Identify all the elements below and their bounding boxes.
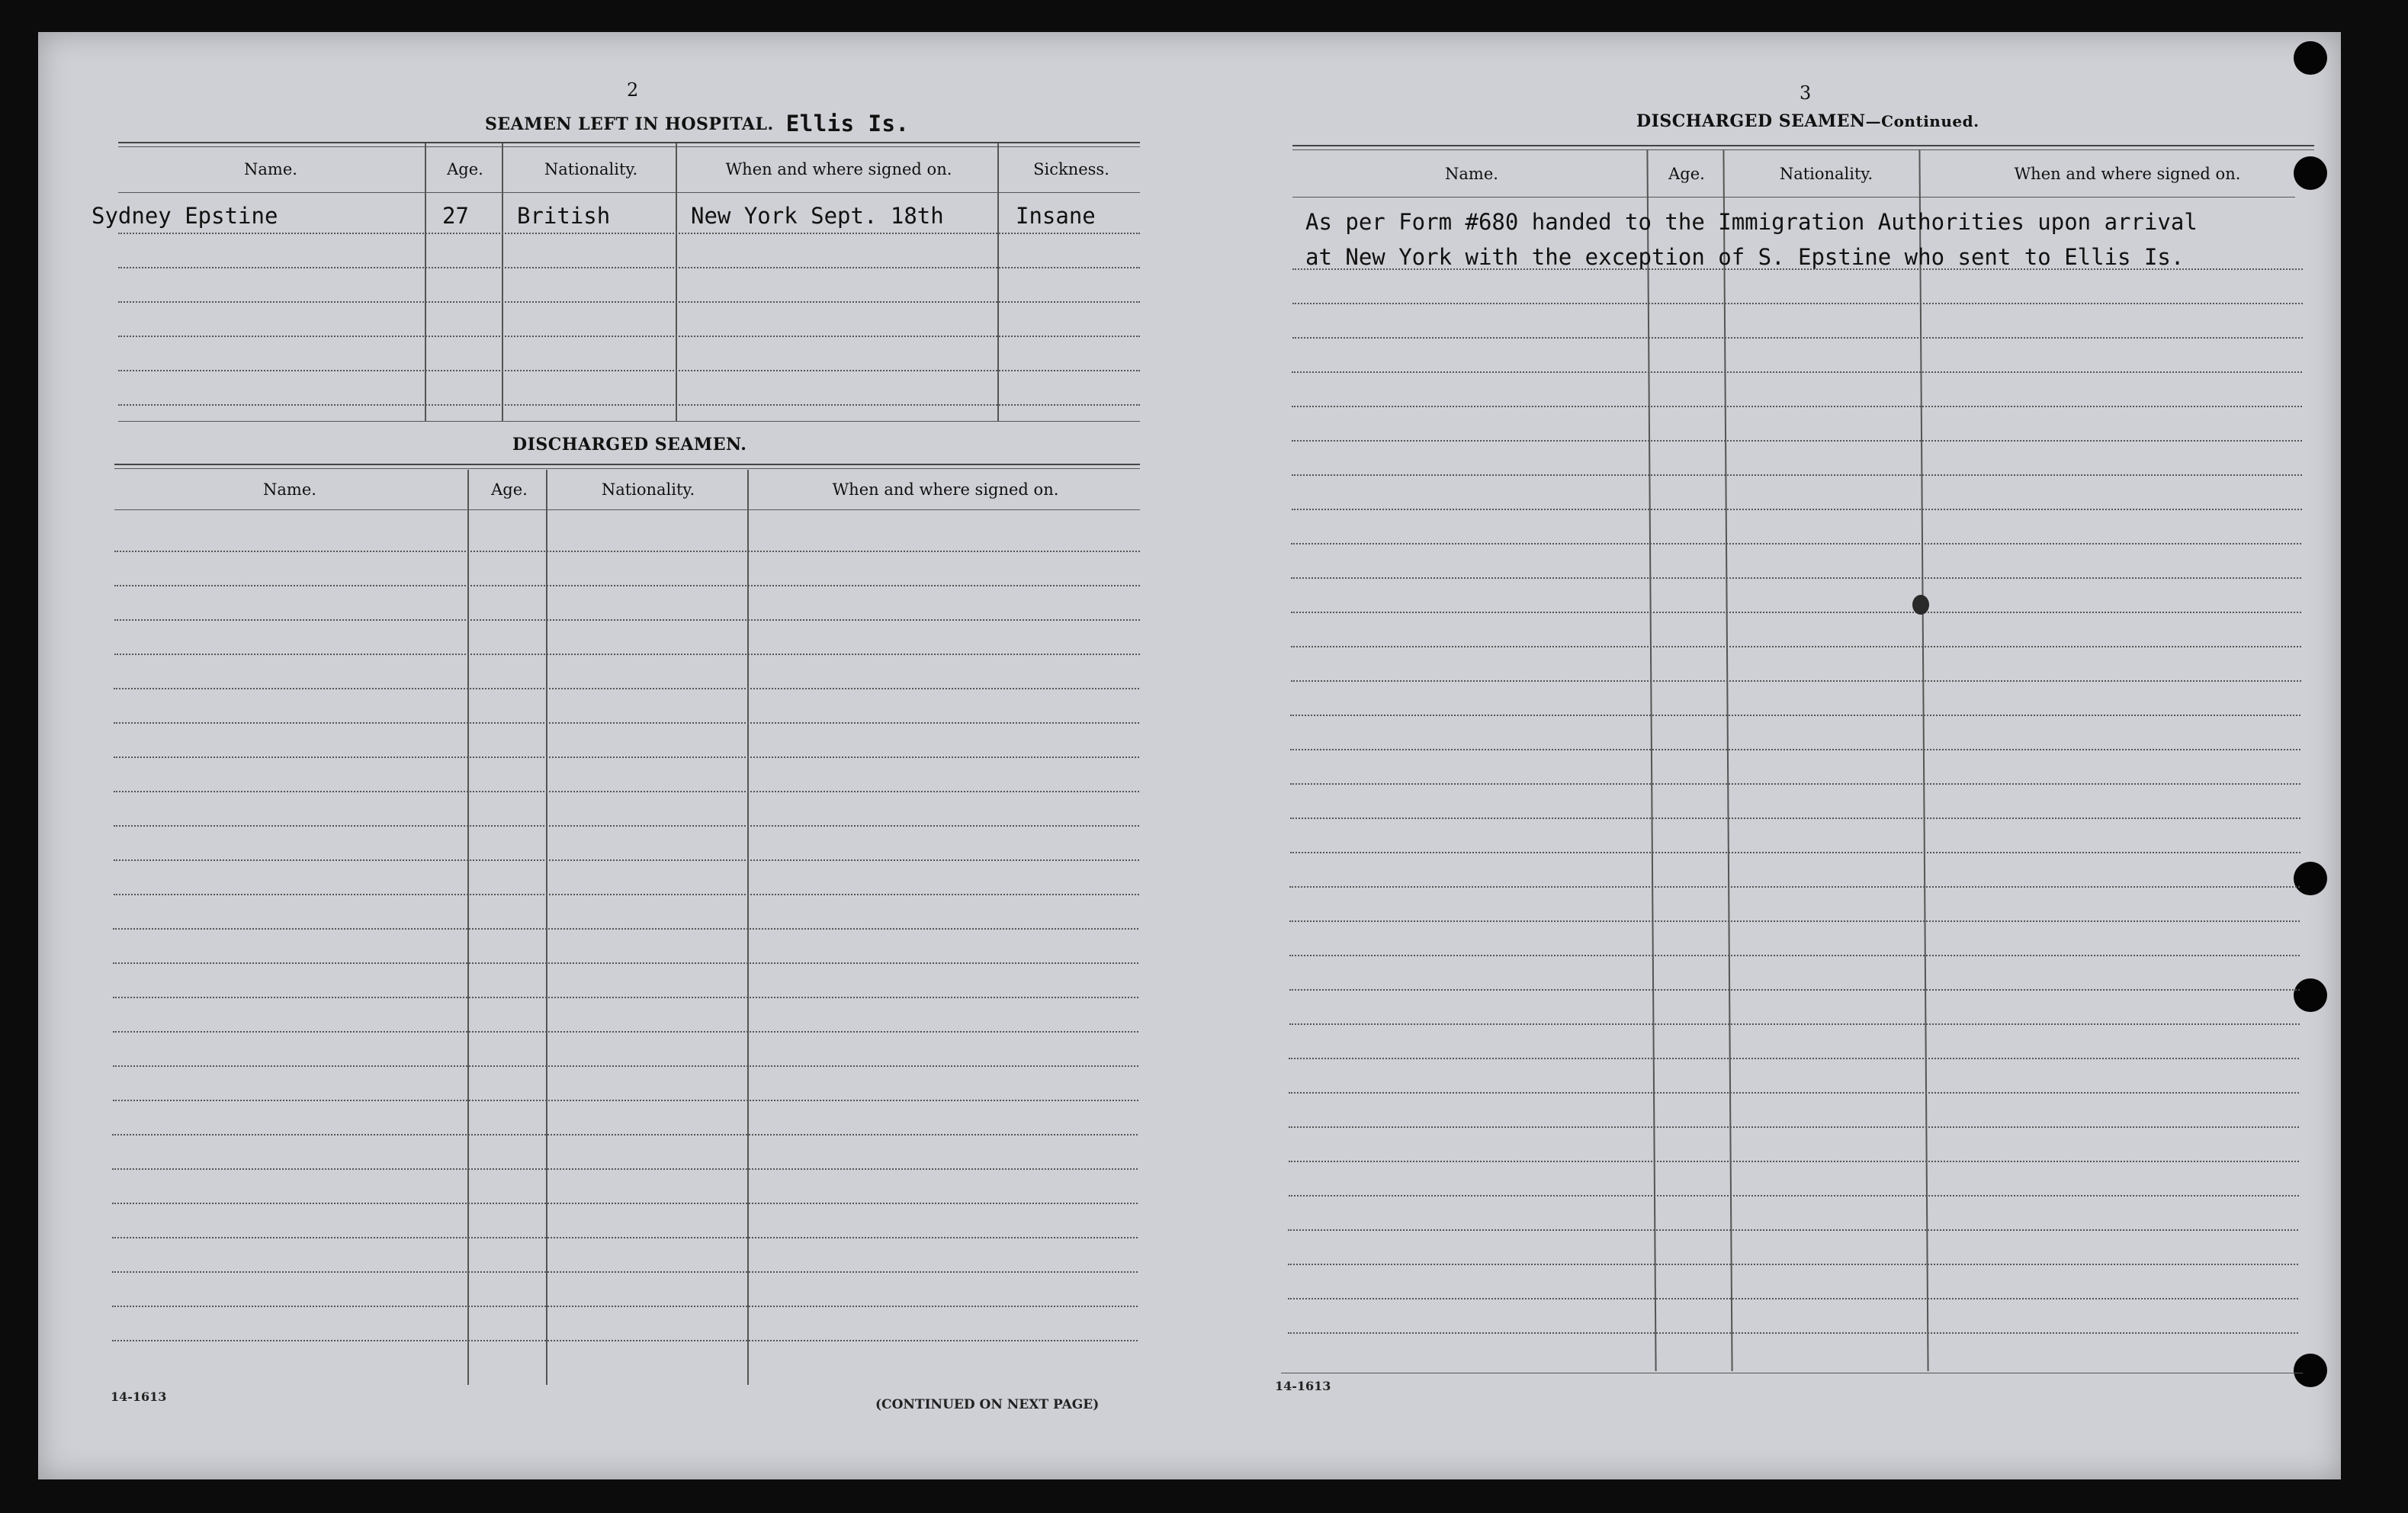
row-rule xyxy=(118,267,1140,268)
row-rule xyxy=(1290,818,2300,819)
table-header-rule xyxy=(114,509,1140,510)
row-rule xyxy=(1289,1058,2299,1059)
row-rule xyxy=(114,894,1139,895)
row-rule xyxy=(112,1168,1138,1170)
table-top-rule xyxy=(118,146,1140,147)
row-rule xyxy=(1291,577,2301,579)
right-header-name: Name. xyxy=(1445,165,1498,183)
column-divider xyxy=(467,470,469,1385)
row-rule xyxy=(113,1065,1138,1067)
row-rule xyxy=(1289,955,2300,956)
table-top-rule xyxy=(114,464,1140,465)
row-rule xyxy=(113,997,1138,998)
table-top-rule xyxy=(1292,149,2314,150)
discharged-header-name: Name. xyxy=(263,480,316,499)
ink-blot xyxy=(1912,595,1929,615)
row-rule xyxy=(1288,1264,2298,1265)
row-rule xyxy=(114,825,1139,827)
table-header-rule xyxy=(118,192,1140,193)
row-rule xyxy=(114,585,1140,586)
row-rule xyxy=(114,551,1140,552)
column-divider xyxy=(425,143,426,421)
row-rule xyxy=(113,928,1138,930)
hospital-row-sickness: Insane xyxy=(1016,203,1096,229)
row-rule xyxy=(1292,371,2302,373)
right-header-nationality: Nationality. xyxy=(1779,165,1873,183)
row-rule xyxy=(112,1237,1138,1238)
row-rule xyxy=(1290,852,2300,853)
hospital-title-text: SEAMEN LEFT IN HOSPITAL. xyxy=(485,114,774,134)
page-number-right: 3 xyxy=(1800,82,1812,104)
row-rule xyxy=(112,1203,1138,1204)
page-number-left: 2 xyxy=(627,79,639,101)
row-rule xyxy=(118,370,1140,371)
discharged-section-title: DISCHARGED SEAMEN. xyxy=(512,435,747,455)
row-rule xyxy=(1292,268,2303,270)
row-rule xyxy=(1288,1298,2298,1299)
column-divider xyxy=(502,143,503,421)
hospital-section-title xyxy=(485,109,910,137)
row-rule xyxy=(114,859,1139,861)
hospital-row-name: Sydney Epstine xyxy=(92,203,278,229)
binder-hole xyxy=(2294,862,2327,895)
row-rule xyxy=(114,722,1139,724)
row-rule xyxy=(1290,783,2300,785)
row-rule xyxy=(1290,749,2300,750)
binder-hole xyxy=(2294,978,2327,1012)
right-header-age: Age. xyxy=(1668,165,1705,183)
row-rule xyxy=(118,233,1140,234)
row-rule xyxy=(114,688,1139,689)
row-rule xyxy=(1290,715,2300,716)
hospital-header-signed-on: When and where signed on. xyxy=(725,160,952,178)
row-rule xyxy=(1289,989,2300,991)
hospital-row-nationality: British xyxy=(517,203,611,229)
discharged-header-nationality: Nationality. xyxy=(601,480,695,499)
column-divider xyxy=(747,470,749,1385)
row-rule xyxy=(112,1134,1138,1136)
row-rule xyxy=(113,1100,1138,1101)
column-divider xyxy=(546,470,547,1385)
note-line-1: As per Form #680 handed to the Immigration Authorities upon arrival xyxy=(1305,209,2198,235)
binder-hole xyxy=(2294,156,2327,190)
row-rule xyxy=(114,756,1139,758)
row-rule xyxy=(1289,1023,2300,1025)
binder-hole xyxy=(2294,1354,2327,1387)
discharged-continued-title-text: DISCHARGED SEAMEN xyxy=(1636,111,1866,131)
row-rule xyxy=(1288,1229,2298,1231)
row-rule xyxy=(112,1271,1138,1273)
row-rule xyxy=(1291,680,2301,682)
hospital-header-name: Name. xyxy=(244,160,297,178)
row-rule xyxy=(1291,543,2301,544)
row-rule xyxy=(1289,1092,2299,1094)
hospital-header-sickness: Sickness. xyxy=(1033,160,1109,178)
discharged-continued-title xyxy=(1636,111,1979,131)
column-divider xyxy=(997,143,999,421)
continued-suffix: —Continued. xyxy=(1865,112,1979,130)
row-rule xyxy=(1291,646,2301,647)
row-rule xyxy=(1289,1126,2299,1128)
hospital-header-age: Age. xyxy=(447,160,483,178)
row-rule xyxy=(1292,440,2302,442)
row-rule xyxy=(113,962,1138,964)
row-rule xyxy=(114,791,1139,792)
hospital-header-nationality: Nationality. xyxy=(544,160,638,178)
row-rule xyxy=(1292,474,2302,476)
row-rule xyxy=(1292,303,2303,304)
row-rule xyxy=(1289,920,2300,922)
row-rule xyxy=(1292,406,2302,407)
continued-footer: (CONTINUED ON NEXT PAGE) xyxy=(875,1397,1100,1412)
right-header-signed-on: When and where signed on. xyxy=(2014,165,2241,183)
row-rule xyxy=(112,1340,1138,1341)
row-rule xyxy=(1289,1195,2299,1197)
hospital-row-age: 27 xyxy=(442,203,469,229)
table-top-rule xyxy=(1292,145,2314,146)
table-top-rule xyxy=(118,142,1140,143)
hospital-location: Ellis Is. xyxy=(785,111,910,137)
row-rule xyxy=(1289,886,2300,888)
form-number-left: 14-1613 xyxy=(111,1389,167,1404)
row-rule xyxy=(112,1306,1138,1307)
row-rule xyxy=(1292,509,2302,510)
hospital-row-signed-on: New York Sept. 18th xyxy=(691,203,944,229)
row-rule xyxy=(1288,1332,2298,1334)
row-rule xyxy=(1292,337,2303,339)
column-divider xyxy=(676,143,677,421)
row-rule xyxy=(1289,1161,2299,1162)
row-rule xyxy=(114,619,1140,621)
table-top-rule xyxy=(114,468,1140,469)
note-line-2: at New York with the exception of S. Epstine who sent to Ellis Is. xyxy=(1305,244,2185,270)
row-rule xyxy=(1291,612,2301,613)
table-header-rule xyxy=(1292,197,2295,198)
discharged-header-age: Age. xyxy=(491,480,528,499)
row-rule xyxy=(113,1031,1138,1033)
row-rule xyxy=(118,404,1140,406)
table-bottom-rule xyxy=(118,421,1140,422)
form-number-right: 14-1613 xyxy=(1275,1379,1331,1393)
row-rule xyxy=(114,654,1140,655)
row-rule xyxy=(118,301,1140,303)
row-rule xyxy=(118,336,1140,337)
discharged-header-signed-on: When and where signed on. xyxy=(832,480,1059,499)
binder-hole xyxy=(2294,41,2327,75)
